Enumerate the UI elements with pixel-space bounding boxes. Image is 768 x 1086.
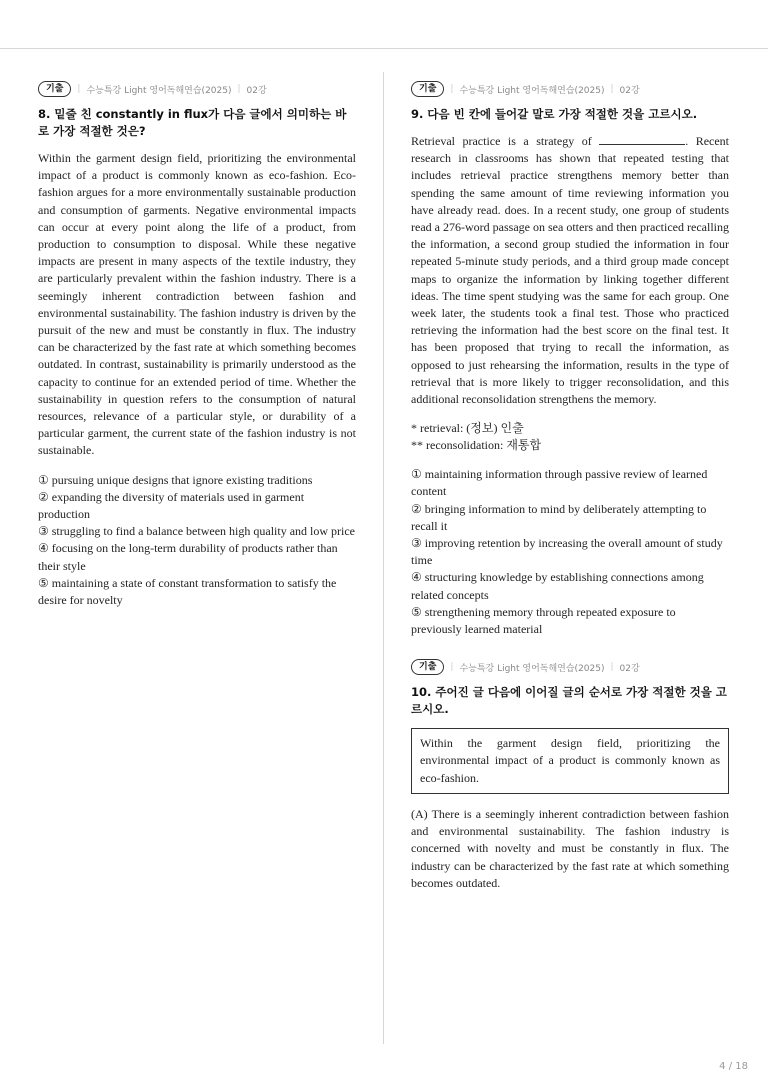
choice-4[interactable]: ④ structuring knowledge by establishing connections among related concepts [411, 570, 704, 602]
q8-choices [38, 472, 356, 610]
column-divider [383, 72, 384, 1044]
choice-5[interactable]: ⑤ maintaining a state of constant transformation to satisfy the desire for novelty [38, 575, 337, 608]
exam-badge: 기출 [411, 81, 444, 97]
choice-2[interactable]: ② bringing information to mind by deliberately attempting to recall it [411, 501, 707, 533]
footnote-reconsolidation: ** reconsolidation: 재통합 [411, 438, 542, 453]
q8-source-line: 기출 | 수능특강 Light 영어독해연습(2025) | 02강 [38, 80, 356, 98]
q9-choices [411, 466, 729, 638]
footnote-retrieval: * retrieval: (정보) 인출 [411, 421, 524, 436]
exam-badge: 기출 [411, 659, 444, 675]
q10-paragraph-a: (A) There is a seemingly inherent contradiction between fashion and environmental sustainability. The fashion industry is concerned with novelty and must be constantly in flux. The industry can be characterized by the fast rate at which something becomes outdated. [411, 806, 729, 890]
q9-source-line: 기출 | 수능특강 Light 영어독해연습(2025) | 02강 [411, 80, 729, 98]
source-label: 수능특강 Light 영어독해연습(2025) [459, 663, 605, 674]
q8-title: 8. 밑줄 친 constantly in flux가 다음 글에서 의미하는 바로 가장 적절한 것은? [38, 107, 347, 138]
q10-given-passage: Within the garment design field, prioritizing the environmental impact of a product is commonly known as eco-fashion. [411, 728, 729, 794]
q9-passage [411, 133, 729, 408]
choice-5[interactable]: ⑤ strengthening memory through repeated exposure to previously learned material [411, 604, 676, 637]
q9-passage-rest: . Recent research in classrooms has shown that repeated testing that includes retrieval practice strengthens memory better than spending the same amount of time reviewing information you have already read. does. In a recent study, one group of students read a 276-word passage on sea otters and then practiced recalling the information, a second group studied the information in four repeated 5-minute study periods, and a third group made concept maps to organize the information by linking together different ideas. The time spent studying was the same for each group. One week later, the students took a final test. Those who practiced retrieving the information had the best score on the final test. It has been proposed that trying to recall the information, as opposed to just rehearsing the information, results in the type of retrieval that is more likely to trigger reconsolidation, and this additional reconsolidation strengthens the memory. [411, 134, 730, 407]
q8-passage: Within the garment design field, prioritizing the environmental impact of a product is commonly known as eco-fashion. Eco-fashion argues for a more environmentally sustainable production and consumption of garments. Negative environmental impacts can occur at every point along the life of a product, from production to consumption to disposal. While these negative impacts are present in many aspects of the textile industry, they are particularly prevalent within the fashion industry. There is a seemingly inherent contradiction between fashion and environmental sustainability. The fashion industry is driven by the pursuit of the new and must be constantly in flux. The industry can be characterized by the fast rate at which something becomes outdated. In contrast, sustainability is primarily understood as the capacity to continue for an extended period of time. Whether the sustainability in question refers to the consumption of natural resources, relevance of a particular style, or durability of a particular garment, the current state of the fashion industry is not sustainable. [38, 151, 356, 458]
exam-badge: 기출 [38, 81, 71, 97]
lesson-label: 02강 [619, 85, 640, 96]
choice-1[interactable]: ① pursuing unique designs that ignore existing traditions [38, 472, 313, 487]
left-column [38, 80, 356, 609]
choice-3[interactable]: ③ struggling to find a balance between high quality and low price [38, 524, 356, 539]
page-number: 4 / 18 [719, 1061, 748, 1072]
source-label: 수능특강 Light 영어독해연습(2025) [86, 85, 232, 96]
q9-title: 9. 다음 빈 칸에 들어갈 말로 가장 적절한 것을 고르시오. [411, 107, 698, 121]
choice-1[interactable]: ① maintaining information through passive review of learned content [411, 467, 708, 499]
q10-title: 10. 주어진 글 다음에 이어질 글의 순서로 가장 적절한 것을 고르시오. [411, 685, 727, 717]
source-label: 수능특강 Light 영어독해연습(2025) [459, 85, 605, 96]
lesson-label: 02강 [619, 663, 640, 674]
choice-3[interactable]: ③ improving retention by increasing the overall amount of study time [411, 536, 723, 568]
answer-blank [599, 133, 685, 145]
choice-4[interactable]: ④ focusing on the long-term durability of products rather than their style [38, 541, 338, 573]
q10-source-line: 기출 | 수능특강 Light 영어독해연습(2025) | 02강 [411, 658, 729, 676]
lesson-label: 02강 [246, 85, 267, 96]
q9-passage-start: Retrieval practice is a strategy of [411, 134, 592, 148]
choice-2[interactable]: ② expanding the diversity of materials used in garment production [38, 489, 305, 522]
right-column [411, 80, 729, 904]
top-rule [0, 48, 768, 49]
q9-footnotes [411, 420, 729, 454]
